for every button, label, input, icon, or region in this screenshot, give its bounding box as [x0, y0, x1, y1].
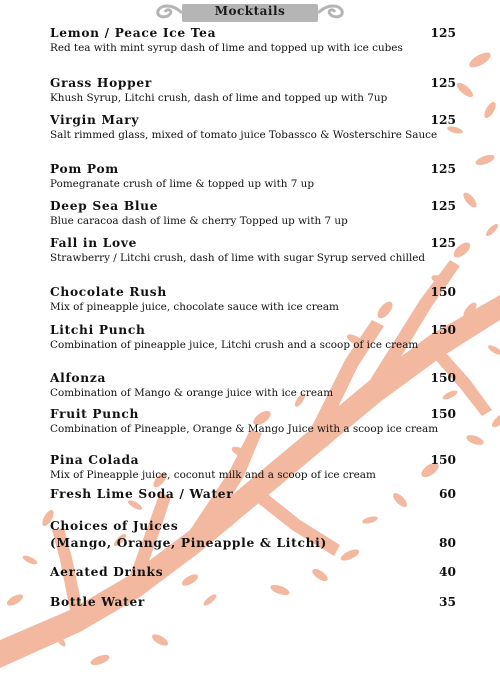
item-description: Mix of Pineapple juice, coconut milk and a scoop of ice cream: [50, 469, 376, 481]
item-name: Deep Sea Blue: [50, 199, 159, 213]
item-name: Bottle Water: [50, 595, 146, 609]
item-price: 150: [430, 407, 456, 421]
item-description: Pomegranate crush of lime & topped up with 7 up: [50, 178, 314, 190]
item-price: 150: [430, 285, 456, 299]
item-price: 60: [439, 487, 456, 501]
item-name: Pom Pom: [50, 162, 119, 176]
item-price: 150: [430, 323, 456, 337]
item-price: 40: [439, 565, 456, 579]
item-description: Blue caracoa dash of lime & cherry Topped up with 7 up: [50, 215, 348, 227]
item-description: Mix of pineapple juice, chocolate sauce with ice cream: [50, 301, 339, 313]
item-description: Combination of pineapple juice, Litchi crush and a scoop of ice cream: [50, 339, 419, 351]
item-price: 35: [439, 595, 456, 609]
item-name: Fruit Punch: [50, 407, 140, 421]
item-description: Strawberry / Litchi crush, dash of lime with sugar Syrup served chilled: [50, 252, 426, 264]
item-price: 125: [430, 76, 456, 90]
item-price: 150: [430, 371, 456, 385]
item-description: Red tea with mint syrup dash of lime and topped up with ice cubes: [50, 42, 403, 54]
item-description: Khush Syrup, Litchi crush, dash of lime and topped up with 7up: [50, 92, 388, 104]
item-name: Virgin Mary: [50, 113, 140, 127]
item-price: 125: [430, 26, 456, 40]
item-price: 125: [430, 162, 456, 176]
item-name: Pina Colada: [50, 453, 140, 467]
item-name: Fall in Love: [50, 236, 138, 250]
item-price: 125: [430, 113, 456, 127]
item-description: Combination of Pineapple, Orange & Mango Juice with a scoop ice cream: [50, 423, 439, 435]
item-price: 150: [430, 453, 456, 467]
item-name: (Mango, Orange, Pineapple & Litchi): [50, 536, 327, 550]
section-banner: [148, 1, 352, 25]
item-description: Salt rimmed glass, mixed of tomato juice Tobassco & Wosterschire Sauce: [50, 129, 438, 141]
section-title: Mocktails: [214, 4, 286, 18]
item-price: 125: [430, 199, 456, 213]
item-name: Choices of Juices: [50, 519, 179, 533]
item-name: Chocolate Rush: [50, 285, 167, 299]
item-name: Fresh Lime Soda / Water: [50, 487, 234, 501]
item-name: Alfonza: [50, 371, 107, 385]
item-name: Grass Hopper: [50, 76, 152, 90]
item-name: Lemon / Peace Ice Tea: [50, 26, 217, 40]
item-price: 80: [439, 536, 456, 550]
item-name: Aerated Drinks: [50, 565, 164, 579]
item-name: Litchi Punch: [50, 323, 146, 337]
item-description: Combination of Mango & orange juice with ice cream: [50, 387, 334, 399]
item-price: 125: [430, 236, 456, 250]
